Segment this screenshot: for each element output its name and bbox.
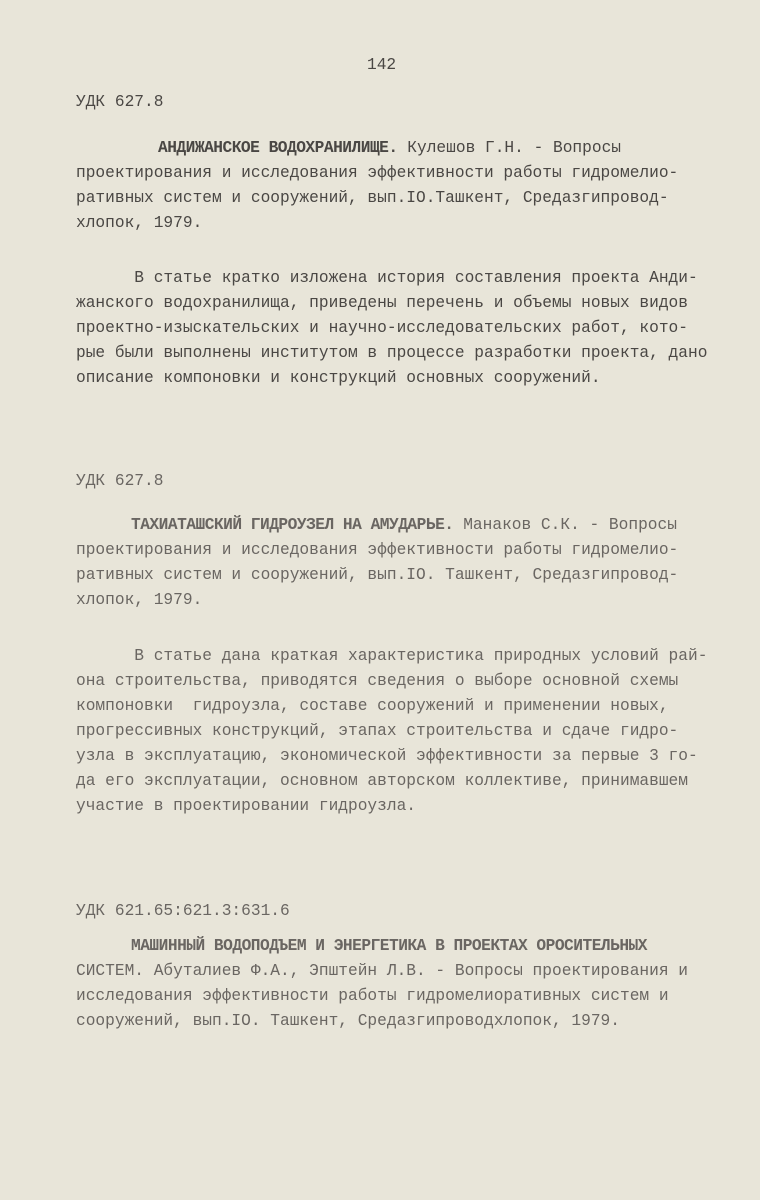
abstract-line: описание компоновки и конструкций основных сооружений. [76, 369, 601, 387]
entry-title-line [131, 515, 677, 535]
citation-line: сооружений, вып.IO. Ташкент, Средазгипроводхлопок, 1979. [76, 1012, 620, 1030]
abstract-line: проектно-изыскательских и научно-исследовательских работ, кото- [76, 319, 688, 337]
abstract-line: В статье дана краткая характеристика природных условий рай- [76, 647, 708, 665]
entry-title-line [158, 138, 621, 158]
citation-text: Кулешов Г.Н. - Вопросы [397, 139, 622, 157]
citation-line: СИСТЕМ. Абуталиев Ф.А., Эпштейн Л.В. - Вопросы проектирования и [76, 962, 688, 980]
abstract-line: компоновки гидроузла, составе сооружений и применении новых, [76, 697, 669, 715]
citation-line: исследования эффективности работы гидромелиоративных систем и [76, 987, 669, 1005]
entry-title: МАШИННЫЙ ВОДОПОДЪЕМ И ЭНЕРГЕТИКА В ПРОЕКТАХ ОРОСИТЕЛЬНЫХ [131, 937, 647, 955]
udk-code: УДК 627.8 [76, 472, 164, 490]
citation-line: проектирования и исследования эффективности работы гидромелио- [76, 541, 679, 559]
udk-code: УДК 621.65:621.3:631.6 [76, 902, 290, 920]
citation-line: проектирования и исследования эффективности работы гидромелио- [76, 164, 679, 182]
entry-title: ТАХИАТАШСКИЙ ГИДРОУЗЕЛ НА АМУДАРЬЕ. [131, 516, 454, 534]
abstract-line: прогрессивных конструкций, этапах строительства и сдаче гидро- [76, 722, 679, 740]
abstract-line: она строительства, приводятся сведения о выборе основной схемы [76, 672, 679, 690]
citation-line: хлопок, 1979. [76, 214, 203, 232]
abstract-line: рые были выполнены институтом в процессе разработки проекта, дано [76, 344, 708, 362]
page-number: 142 [367, 56, 397, 74]
udk-code: УДК 627.8 [76, 93, 164, 111]
abstract-line: участие в проектировании гидроузла. [76, 797, 416, 815]
abstract-line: В статье кратко изложена история составления проекта Анди- [76, 269, 698, 287]
citation-line: ративных систем и сооружений, вып.IO.Ташкент, Средазгипровод- [76, 189, 669, 207]
citation-line: хлопок, 1979. [76, 591, 203, 609]
abstract-line: узла в эксплуатацию, экономической эффективности за первые 3 го- [76, 747, 698, 765]
citation-line: ративных систем и сооружений, вып.IO. Ташкент, Средазгипровод- [76, 566, 679, 584]
entry-title: АНДИЖАНСКОЕ ВОДОХРАНИЛИЩЕ. [158, 139, 398, 157]
abstract-line: да его эксплуатации, основном авторском коллективе, принимавшем [76, 772, 688, 790]
abstract-line: жанского водохранилища, приведены перечень и объемы новых видов [76, 294, 688, 312]
citation-text: Манаков С.К. - Вопросы [453, 516, 677, 534]
